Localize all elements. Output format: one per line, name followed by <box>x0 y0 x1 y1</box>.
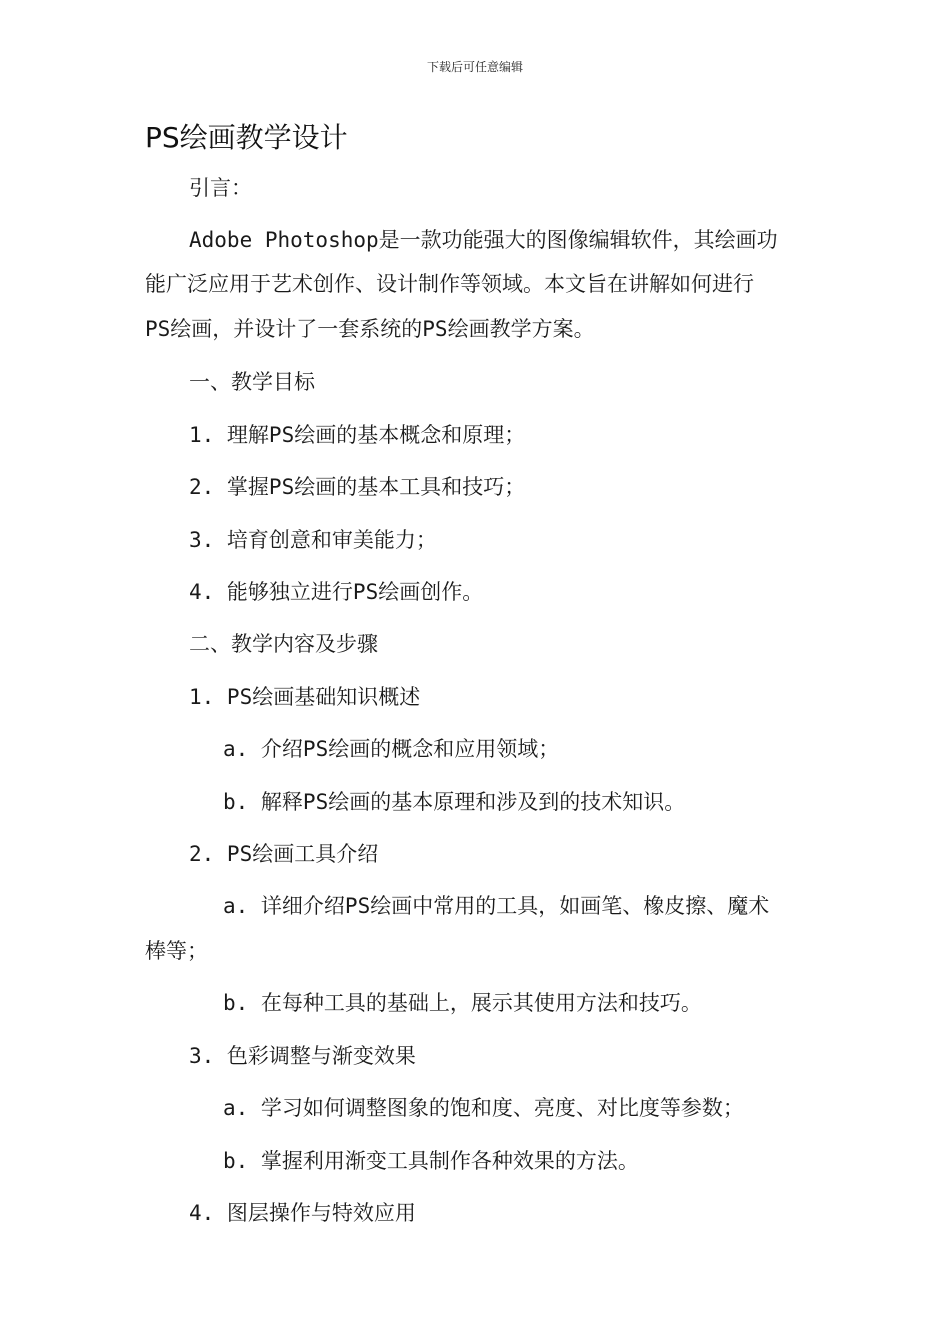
sub-list-item: b. 掌握利用渐变工具制作各种效果的方法。 <box>223 1149 639 1173</box>
paragraph-line: PS绘画，并设计了一套系统的PS绘画教学方案。 <box>145 317 595 341</box>
sub-list-item: a. 详细介绍PS绘画中常用的工具，如画笔、橡皮擦、魔术 <box>223 894 770 918</box>
document-title: PS绘画教学设计 <box>145 121 348 154</box>
paragraph-line: Adobe Photoshop是一款功能强大的图像编辑软件，其绘画功 <box>189 228 778 252</box>
list-item: 4. 图层操作与特效应用 <box>189 1201 416 1225</box>
intro-heading: 引言： <box>189 176 252 200</box>
list-item: 2. 掌握PS绘画的基本工具和技巧； <box>189 475 526 499</box>
page-header: 下载后可任意编辑 <box>426 60 523 74</box>
sub-list-item: b. 在每种工具的基础上，展示其使用方法和技巧。 <box>223 991 702 1015</box>
paragraph-line: 能广泛应用于艺术创作、设计制作等领域。本文旨在讲解如何进行 <box>145 272 754 296</box>
sub-list-item: a. 学习如何调整图象的饱和度、亮度、对比度等参数； <box>223 1096 744 1120</box>
section-heading: 二、教学内容及步骤 <box>189 632 378 656</box>
list-item: 3. 培育创意和审美能力； <box>189 528 437 552</box>
sub-list-item: b. 解释PS绘画的基本原理和涉及到的技术知识。 <box>223 790 686 814</box>
list-item: 1. PS绘画基础知识概述 <box>189 685 421 709</box>
list-item: 3. 色彩调整与渐变效果 <box>189 1044 416 1068</box>
list-item: 4. 能够独立进行PS绘画创作。 <box>189 580 484 604</box>
sub-list-item-continuation: 棒等； <box>145 939 208 963</box>
list-item: 2. PS绘画工具介绍 <box>189 842 379 866</box>
sub-list-item: a. 介绍PS绘画的概念和应用领域； <box>223 737 560 761</box>
list-item: 1. 理解PS绘画的基本概念和原理； <box>189 423 526 447</box>
section-heading: 一、教学目标 <box>189 370 315 394</box>
